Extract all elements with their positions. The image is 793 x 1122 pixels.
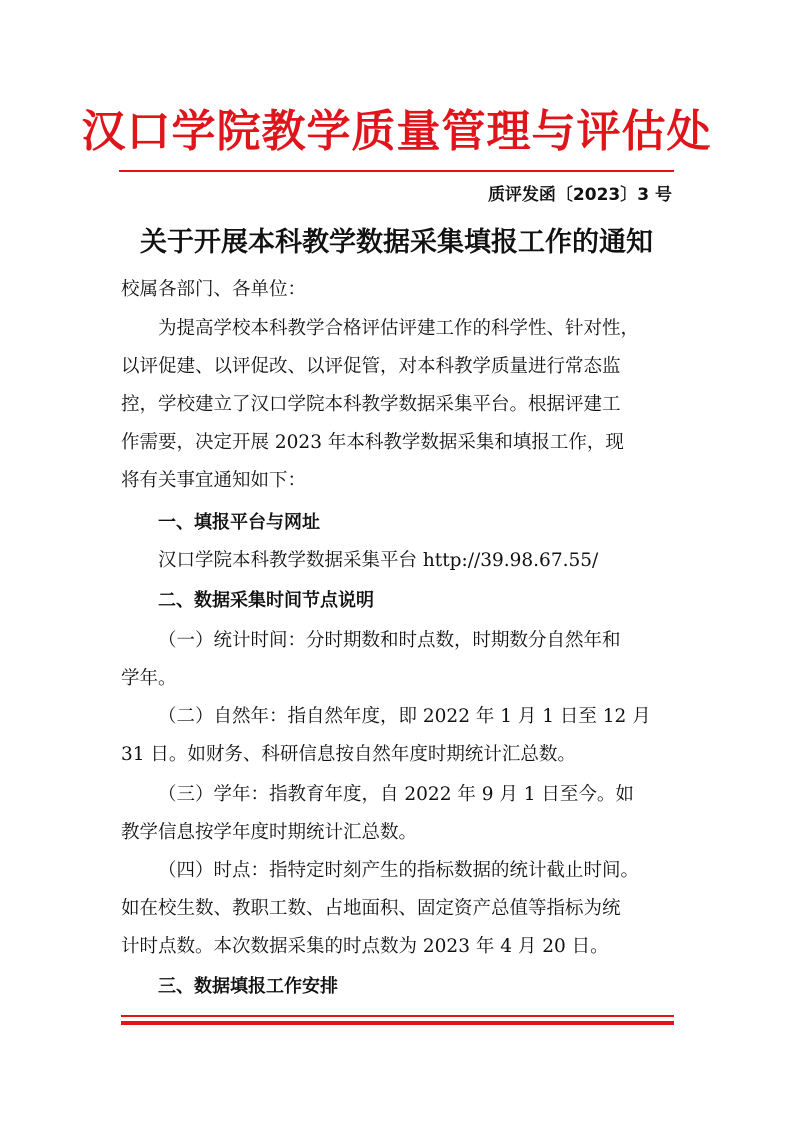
intro-line: 将有关事宜通知如下： — [121, 470, 307, 491]
section2-item3-line: （三）学年：指教育年度，自 2022 年 9 月 1 日至今。如 — [158, 784, 634, 805]
footer-red-rule-thin — [121, 1015, 674, 1017]
intro-line: 控，学校建立了汉口学院本科教学数据采集平台。根据评建工 — [121, 394, 621, 415]
section2-heading: 二、数据采集时间节点说明 — [158, 590, 374, 611]
intro-line: 作需要，决定开展 2023 年本科教学数据采集和填报工作，现 — [121, 432, 624, 453]
section1-heading: 一、填报平台与网址 — [158, 512, 320, 533]
intro-line: 为提高学校本科教学合格评估评建工作的科学性、针对性， — [158, 318, 640, 339]
section2-item3-line: 教学信息按学年度时期统计汇总数。 — [121, 822, 418, 843]
intro-line: 以评促建、以评促改、以评促管，对本科教学质量进行常态监 — [121, 356, 621, 377]
section2-item4-line: 如在校生数、教职工数、占地面积、固定资产总值等指标为统 — [121, 898, 621, 919]
header-red-rule — [119, 170, 674, 172]
section2-item2-line: （二）自然年：指自然年度，即 2022 年 1 月 1 日至 12 月 — [158, 706, 651, 727]
org-title: 汉口学院教学质量管理与评估处 — [81, 106, 712, 157]
section2-item4-line: （四）时点：指特定时刻产生的指标数据的统计截止时间。 — [158, 860, 640, 881]
notice-title: 关于开展本科教学数据采集填报工作的通知 — [140, 227, 653, 258]
section2-item2-line: 31 日。如财务、科研信息按自然年度时期统计汇总数。 — [121, 744, 576, 765]
section3-heading: 三、数据填报工作安排 — [158, 976, 338, 997]
section2-item4-line: 计时点数。本次数据采集的时点数为 2023 年 4 月 20 日。 — [121, 936, 609, 957]
footer-red-rule-thick — [121, 1021, 674, 1025]
salutation: 校属各部门、各单位： — [121, 279, 307, 300]
section2-item1-line: 学年。 — [121, 668, 177, 689]
section2-item1-line: （一）统计时间：分时期数和时点数，时期数分自然年和 — [158, 630, 621, 651]
doc-number: 质评发函〔2023〕3 号 — [487, 185, 672, 205]
platform-url: 汉口学院本科教学数据采集平台 http://39.98.67.55/ — [158, 550, 599, 571]
